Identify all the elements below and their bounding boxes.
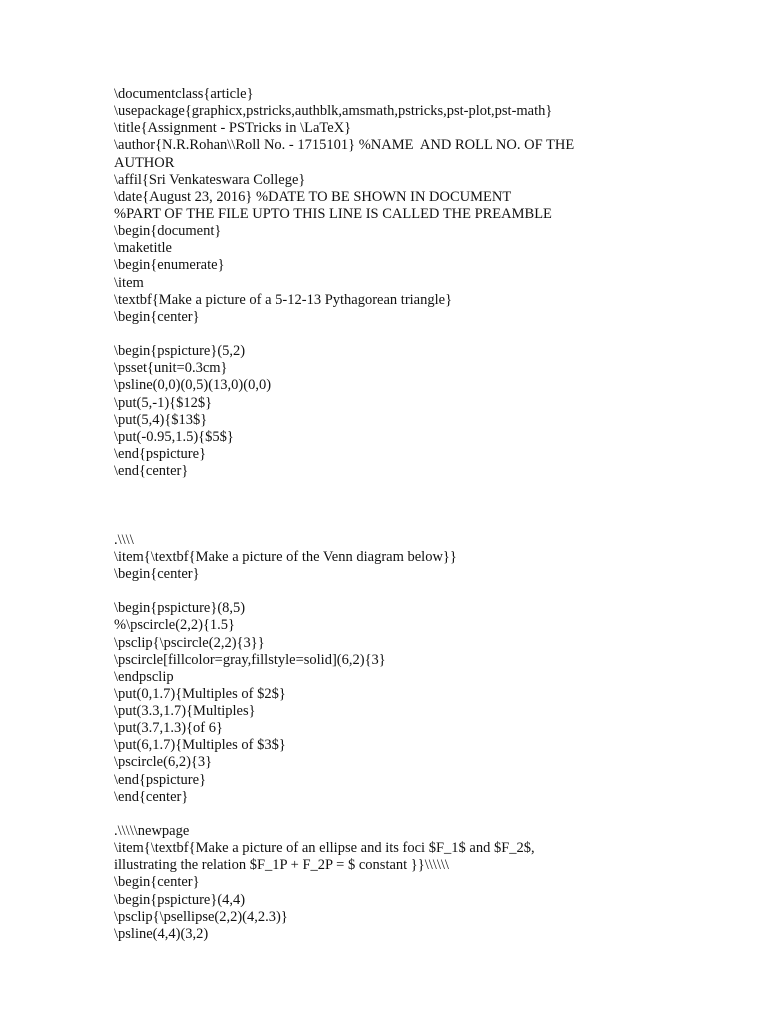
source-line: \end{pspicture}	[114, 445, 207, 462]
source-line: \maketitle	[114, 240, 172, 257]
source-line: \item{\textbf{Make a picture of an ellipse and its foci $F_1$ and $F_2$,	[114, 840, 535, 857]
source-line: \psclip{\psellipse(2,2)(4,2.3)}	[114, 908, 288, 925]
source-line: \affil{Sri Venkateswara College}	[114, 171, 306, 188]
source-line: %\pscircle(2,2){1.5}	[114, 617, 236, 634]
source-line: \put(3.3,1.7){Multiples}	[114, 703, 256, 720]
source-line	[114, 583, 754, 600]
latex-source-text	[114, 86, 754, 943]
source-line: \pscircle[fillcolor=gray,fillstyle=solid](6,2){3}	[114, 651, 386, 668]
source-line: \end{center}	[114, 463, 189, 480]
source-line: illustrating the relation $F_1P + F_2P = $ constant }}\\\\\\	[114, 857, 449, 874]
source-line	[114, 515, 754, 532]
source-line: \put(5,-1){$12$}	[114, 394, 213, 411]
source-line: \pscircle(6,2){3}	[114, 754, 213, 771]
source-line: \usepackage{graphicx,pstricks,authblk,amsmath,pstricks,pst-plot,pst-math}	[114, 103, 553, 120]
source-line: \psline(0,0)(0,5)(13,0)(0,0)	[114, 377, 272, 394]
source-line: \title{Assignment - PSTricks in \LaTeX}	[114, 120, 352, 137]
source-line	[114, 480, 754, 497]
source-line: \item{\textbf{Make a picture of the Venn diagram below}}	[114, 548, 457, 565]
source-line: \documentclass{article}	[114, 86, 254, 102]
source-line: \begin{pspicture}(4,4)	[114, 891, 246, 908]
source-line: \author{N.R.Rohan\\Roll No. - 1715101} %NAME AND ROLL NO. OF THE	[114, 137, 575, 154]
source-line: \end{pspicture}	[114, 771, 207, 788]
source-line: .\\\\\newpage	[114, 823, 190, 840]
source-line	[114, 497, 754, 514]
source-line: \begin{document}	[114, 223, 222, 240]
source-line: \psset{unit=0.3cm}	[114, 360, 228, 377]
source-line: \put(3.7,1.3){of 6}	[114, 720, 223, 737]
source-line: \begin{center}	[114, 565, 200, 582]
source-line: \psline(4,4)(3,2)	[114, 925, 209, 942]
source-line: \date{August 23, 2016} %DATE TO BE SHOWN IN DOCUMENT	[114, 188, 512, 205]
source-line	[114, 326, 754, 343]
source-line: \put(0,1.7){Multiples of $2$}	[114, 685, 286, 702]
source-line: AUTHOR	[114, 154, 175, 171]
source-line: \begin{center}	[114, 874, 200, 891]
source-line: \begin{pspicture}(8,5)	[114, 600, 246, 617]
source-line: \begin{center}	[114, 308, 200, 325]
source-line: \item	[114, 274, 144, 291]
source-line: .\\\\	[114, 531, 134, 548]
source-line: \put(5,4){$13$}	[114, 411, 208, 428]
source-line	[114, 806, 754, 823]
source-line: \endpsclip	[114, 668, 174, 685]
source-line: \textbf{Make a picture of a 5-12-13 Pythagorean triangle}	[114, 291, 453, 308]
source-line: \put(6,1.7){Multiples of $3$}	[114, 737, 286, 754]
source-line: \put(-0.95,1.5){$5$}	[114, 428, 234, 445]
source-line: \begin{enumerate}	[114, 257, 225, 274]
source-line: \psclip{\pscircle(2,2){3}}	[114, 634, 265, 651]
source-line: %PART OF THE FILE UPTO THIS LINE IS CALLED THE PREAMBLE	[114, 205, 552, 222]
source-line: \begin{pspicture}(5,2)	[114, 343, 246, 360]
source-line: \end{center}	[114, 788, 189, 805]
